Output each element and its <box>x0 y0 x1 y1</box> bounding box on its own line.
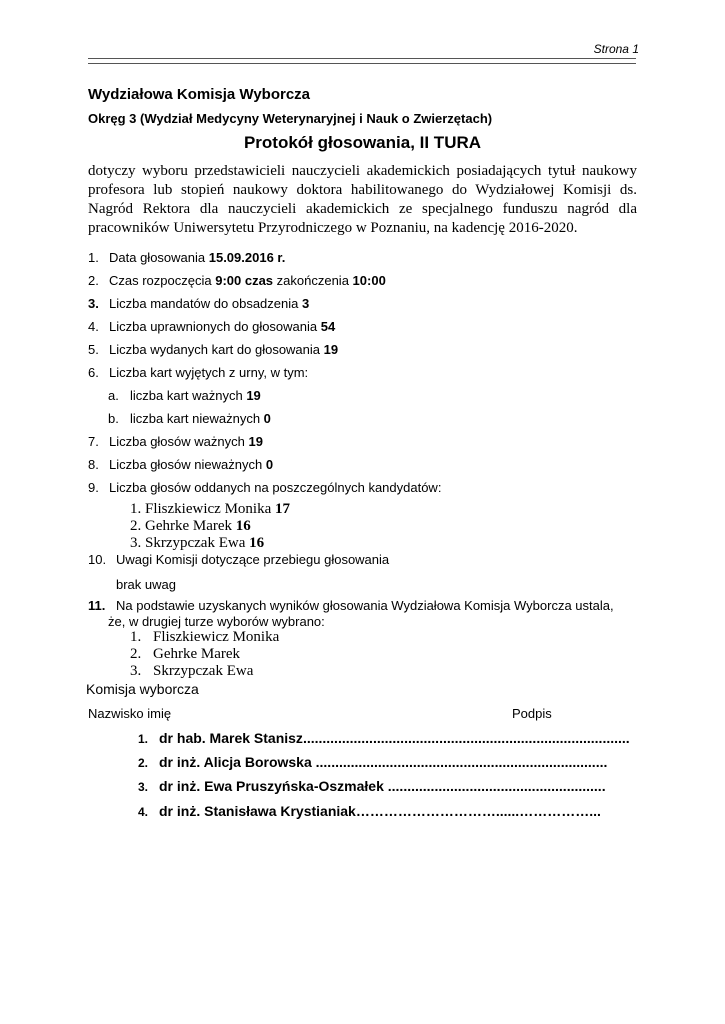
item-label: liczba kart nieważnych <box>130 411 264 426</box>
item-label: liczba kart ważnych <box>130 388 247 403</box>
item-label: Liczba wydanych kart do głosowania <box>109 342 324 357</box>
item-label: Liczba głosów nieważnych <box>109 457 266 472</box>
result-text-line: że, w drugiej turze wyborów wybrano: <box>108 614 325 629</box>
signature-line: ........................................................ <box>383 778 606 794</box>
item-number: 4. <box>88 319 99 334</box>
commission-member <box>138 778 638 794</box>
commission-heading: Komisja wyborcza <box>86 681 199 697</box>
signature-line: …………………………......……………... <box>355 803 601 819</box>
item-value: 54 <box>320 319 336 334</box>
candidate-row <box>130 518 251 535</box>
item-number: 5. <box>88 342 99 357</box>
elected-number: 3. <box>130 663 142 679</box>
result-text-line: Na podstawie uzyskanych wyników głosowania Wydziałowa Komisja Wyborcza ustala, <box>116 598 614 613</box>
district-heading: Okręg 3 (Wydział Medycyny Weterynaryjnej i Nauk o Zwierzętach) <box>88 111 493 126</box>
member-number: 1. <box>138 732 149 746</box>
item-value: 0 <box>265 457 274 472</box>
elected-row <box>130 646 240 663</box>
page-number: Strona 1 <box>593 42 639 56</box>
item-number: 11. <box>88 598 106 613</box>
member-name: dr inż. Stanisława Krystianiak <box>159 803 356 819</box>
list-item-voting-date <box>88 250 285 265</box>
column-name-header: Nazwisko imię <box>88 706 172 721</box>
list-item-voting-time <box>88 273 386 288</box>
item-number: 9. <box>88 480 99 495</box>
member-number: 2. <box>138 756 149 770</box>
list-item-issued-cards <box>88 342 338 357</box>
item-number: 6. <box>88 365 99 380</box>
item-number: 2. <box>88 273 99 288</box>
remarks-text: brak uwag <box>116 577 176 592</box>
document-title: Protokół głosowania, II TURA <box>243 133 482 152</box>
list-item-cards-from-urn <box>88 365 308 380</box>
elected-row <box>130 663 253 680</box>
item-value: 15.09.2016 r. <box>208 250 286 265</box>
intro-paragraph: dotyczy wyboru przedstawicieli nauczycieli akademickich posiadających tytuł naukowy profesora lub stopień naukowy doktora habilitowanego do Wydziałowej Komisji ds. Nagród Rektora dla nauczycieli akademickich ze specjalnego funduszu nagród dla pracowników Uniwersytetu Przyrodniczego w Poznaniu, na kadencję 2016-2020. <box>88 163 637 236</box>
item-value: 3 <box>301 296 310 311</box>
commission-member <box>138 730 638 746</box>
elected-number: 2. <box>130 646 142 662</box>
candidate-number: 2. <box>130 518 142 534</box>
candidate-name: Fliszkiewicz Monika <box>145 501 275 517</box>
elected-number: 1. <box>130 629 142 645</box>
column-signature-header: Podpis <box>512 706 552 721</box>
candidate-number: 1. <box>130 501 142 517</box>
candidate-name: Gehrke Marek <box>145 518 236 534</box>
item-label: Liczba kart wyjętych z urny, w tym: <box>109 365 309 380</box>
candidate-name: Skrzypczak Ewa <box>145 535 250 551</box>
member-name: dr hab. Marek Stanisz <box>159 730 303 746</box>
list-item-invalid-votes <box>88 457 273 472</box>
committee-heading: Wydziałowa Komisja Wyborcza <box>88 86 311 103</box>
sub-item-invalid-cards <box>108 411 271 426</box>
list-item-mandates <box>88 296 309 311</box>
item-number: 10. <box>88 552 107 567</box>
commission-member <box>138 754 638 770</box>
list-item-remarks <box>88 552 389 567</box>
elected-name: Skrzypczak Ewa <box>153 663 254 679</box>
candidate-votes: 16 <box>249 535 265 551</box>
sub-item-letter: b. <box>108 411 119 426</box>
item-value: 9:00 czas <box>215 273 274 288</box>
elected-name: Fliszkiewicz Monika <box>153 629 280 645</box>
signature-line: .................................................................................... <box>302 730 630 746</box>
item-value: 19 <box>248 434 263 449</box>
item-label: Liczba mandatów do obsadzenia <box>109 296 302 311</box>
commission-member <box>138 803 638 819</box>
member-name: dr inż. Alicja Borowska <box>159 754 312 770</box>
item-label: Liczba głosów ważnych <box>109 434 249 449</box>
item-number: 1. <box>88 250 99 265</box>
member-number: 3. <box>138 780 149 794</box>
item-number: 7. <box>88 434 99 449</box>
item-value: 19 <box>323 342 339 357</box>
item-label: Liczba głosów oddanych na poszczególnych kandydatów: <box>109 480 442 495</box>
sub-item-letter: a. <box>108 388 119 403</box>
item-number: 3. <box>88 296 99 311</box>
candidate-votes: 17 <box>274 501 290 517</box>
elected-name: Gehrke Marek <box>153 646 241 662</box>
list-item-valid-votes <box>88 434 263 449</box>
list-item-eligible <box>88 319 335 334</box>
item-label: Uwagi Komisji dotyczące przebiegu głosowania <box>116 552 390 567</box>
candidate-row <box>130 535 264 552</box>
candidate-row <box>130 501 290 518</box>
item-label: Data głosowania <box>109 250 209 265</box>
item-value: 0 <box>263 411 271 426</box>
member-number: 4. <box>138 805 149 819</box>
sub-item-valid-cards <box>108 388 261 403</box>
item-label: zakończenia <box>273 273 353 288</box>
item-label: Czas rozpoczęcia <box>109 273 216 288</box>
item-value: 10:00 <box>352 273 386 288</box>
item-label: Liczba uprawnionych do głosowania <box>109 319 321 334</box>
candidate-votes: 16 <box>235 518 251 534</box>
member-name: dr inż. Ewa Pruszyńska-Oszmałek <box>159 778 384 794</box>
item-number: 8. <box>88 457 99 472</box>
signature-line: ........................................................................... <box>311 754 608 770</box>
header-rule <box>88 58 636 64</box>
list-item-votes-per-candidate <box>88 480 441 495</box>
item-value: 19 <box>246 388 261 403</box>
candidate-number: 3. <box>130 535 142 551</box>
elected-row <box>130 629 279 646</box>
